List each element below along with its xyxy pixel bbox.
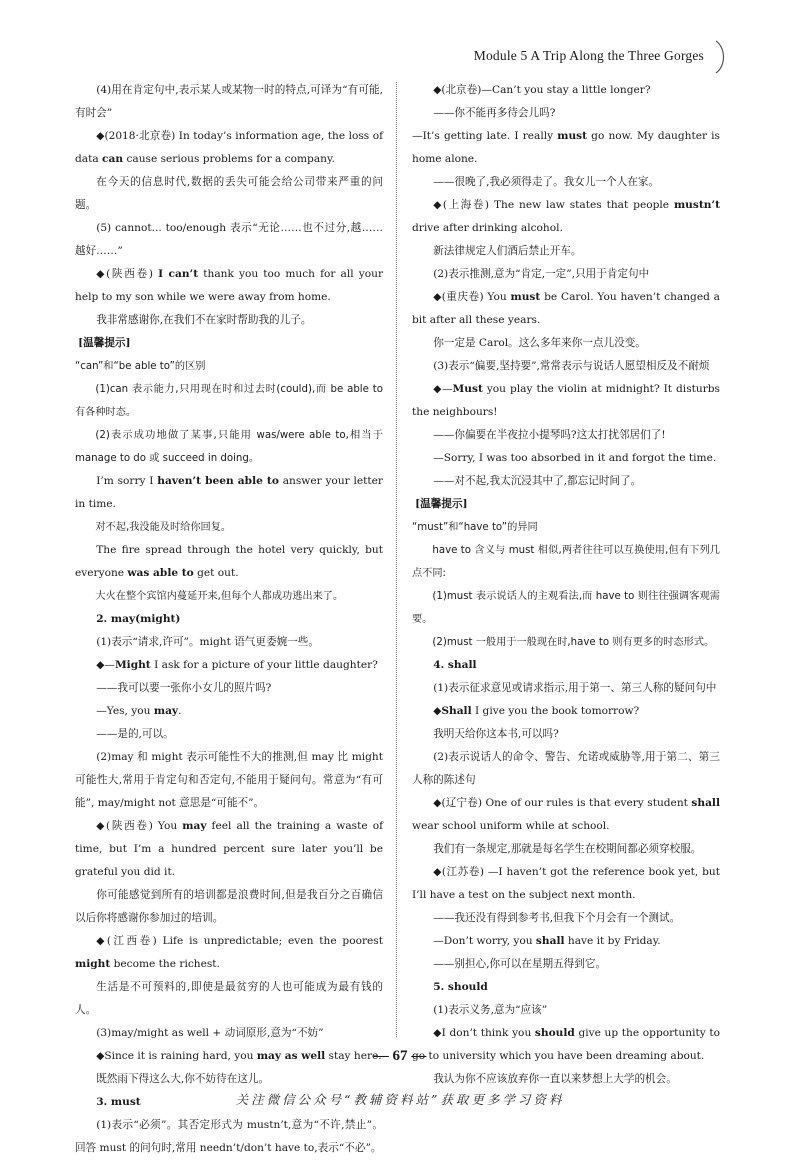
example-keyword: can	[102, 153, 124, 165]
translation: 我们有一条规定,那就是每名学生在校期间都必须穿校服。	[433, 843, 702, 855]
example-keyword: Shall	[441, 705, 472, 717]
example-text: be Carol. You haven’t changed a bit after all these years.	[412, 291, 721, 326]
tip-point-2: (2)must 一般用于一般现在时,have to 则有更多的时态形式。	[432, 637, 715, 648]
module-header: Module 5 A Trip Along the Three Gorges	[473, 48, 704, 63]
note-shall-1: (1)表示征求意见或请求指示,用于第一、第三人称的疑问句中	[433, 682, 717, 694]
translation: ——你不能再多待会儿吗?	[433, 107, 556, 119]
tip-point-1: (1)can 表示能力,只用现在时和过去时(could),而 be able to 有各种时态。	[75, 384, 383, 418]
example-chongqing	[412, 286, 720, 332]
example-text: ◆Since it is raining hard, you	[96, 1050, 257, 1062]
note-shall-2: (2)表示说话人的命令、警告、允诺或威胁等,用于第二、第三人称的陈述句	[412, 751, 720, 786]
translation: ——我可以要一张你小女儿的照片吗?	[96, 682, 272, 694]
translation: 大火在整个宾馆内蔓延开来,但每个人都成功逃出来了。	[95, 591, 344, 602]
example-text: The fire spread through the hotel very quickly, but everyone	[75, 544, 383, 579]
example-keyword: may	[153, 705, 179, 717]
example-text: ◆(辽宁卷) One of our rules is that every student	[433, 797, 692, 809]
translation: ——很晚了,我必须得走了。我女儿一个人在家。	[433, 176, 660, 188]
example-sentence	[412, 930, 720, 953]
example-text: —Yes, you	[96, 705, 154, 717]
column-divider	[396, 82, 397, 1037]
example-sentence	[75, 539, 383, 585]
example-text: wear school uniform while at school.	[412, 820, 610, 832]
example-text: .	[178, 705, 182, 717]
example-keyword: may	[182, 820, 207, 832]
tip-point-2: (2)表示成功地做了某事,只能用 was/were able to,相当于 manage to do 或 succeed in doing。	[75, 430, 383, 464]
tip-title: “must”和“have to”的异同	[412, 522, 538, 533]
example-text: have it by Friday.	[564, 935, 661, 947]
translation: 你一定是 Carol。这么多年来你一点儿没变。	[433, 337, 646, 349]
example-sentence	[412, 378, 720, 424]
example-text: ◆—	[433, 383, 453, 395]
example-keyword: haven’t been able to	[157, 475, 279, 487]
note-must-3: (3)表示“偏要,坚持要”,常常表示与说话人愿望相反及不耐烦	[433, 360, 710, 372]
translation: 我非常感谢你,在我们不在家时帮助我的儿子。	[96, 314, 312, 326]
translation: ——我还没有得到参考书,但我下个月会有一个测试。	[433, 912, 681, 924]
translation: 我认为你不应该放弃你一直以来梦想上大学的机会。	[433, 1073, 677, 1085]
example-keyword: was able to	[127, 567, 194, 579]
example-sentence	[75, 470, 383, 516]
example-text: ◆(北京卷)—Can’t you stay a little longer?	[433, 84, 651, 96]
note-cannot-too: (5) cannot... too/enough 表示“无论……也不过分,越……越好……”	[75, 222, 383, 257]
example-keyword: should	[534, 1027, 575, 1039]
section-heading-must: 3. must	[96, 1096, 141, 1108]
tip-point-1: (1)must 表示说话人的主观看法,而 have to 则往往强调客观需要。	[412, 591, 720, 625]
tip-heading: [温馨提示]	[78, 337, 131, 349]
example-text: answer your letter in time.	[75, 475, 383, 510]
example-text: I ask for a picture of your little daughter?	[150, 659, 378, 671]
example-text: drive after drinking alcohol.	[412, 222, 563, 234]
example-keyword: Might	[114, 659, 151, 671]
example-keyword: must	[557, 130, 588, 142]
example-text: ◆(江西卷) Life is unpredictable; even the poorest	[96, 935, 383, 947]
example-text: stay here.	[325, 1050, 382, 1062]
example-keyword: shall	[535, 935, 565, 947]
translation: 在今天的信息时代,数据的丢失可能会给公司带来严重的问题。	[75, 176, 383, 211]
example-sentence: —Sorry, I was too absorbed in it and forgot the time.	[433, 452, 717, 464]
example-keyword: I can’t	[158, 268, 199, 280]
example-jiangxi	[75, 930, 383, 976]
example-text: ◆I don’t think you	[433, 1027, 535, 1039]
example-text: —Don’t worry, you	[433, 935, 536, 947]
left-column	[75, 79, 383, 1160]
example-text: ◆	[433, 705, 442, 717]
example-shaanxi	[75, 263, 383, 309]
example-text: you play the violin at midnight? It disturbs the neighbours!	[412, 383, 720, 418]
example-text: ◆(2018·北京卷) In today’s information age, the loss of data	[75, 130, 383, 165]
example-shanghai	[412, 194, 720, 240]
translation: ——你偏要在半夜拉小提琴吗?这太打扰邻居们了!	[433, 429, 666, 441]
tip-body: have to 含义与 must 相似,两者往往可以互换使用,但有下列几点不同:	[412, 545, 720, 579]
example-text: feel all the training a waste of time, but I’m a hundred percent sure later you’ll be grateful you did it.	[75, 820, 383, 878]
note-may-1: (1)表示“请求,许可”。might 语气更委婉一些。	[96, 636, 319, 648]
note-may-3: (3)may/might as well + 动词原形,意为“不妨”	[96, 1027, 324, 1039]
section-heading-shall: 4. shall	[433, 659, 477, 671]
example-text: get out.	[193, 567, 239, 579]
note-may-usage-4: (4)用在肯定句中,表示某人或某物一时的特点,可译为“有可能,有时会”	[75, 84, 383, 119]
example-keyword: Must	[452, 383, 483, 395]
example-text: give up the opportunity to go to university which you have been dreaming about.	[412, 1027, 720, 1062]
example-keyword: may as well	[256, 1050, 326, 1062]
example-sentence	[75, 700, 383, 723]
right-column	[412, 79, 720, 1091]
translation: 既然雨下得这么大,你不妨待在这儿。	[96, 1073, 270, 1085]
example-text: ◆—	[96, 659, 115, 671]
example-text: thank you too much for all your help to my son while we were away from home.	[75, 268, 384, 303]
translation: 你可能感觉到所有的培训都是浪费时间,但是我百分之百确信以后你将感谢你参加过的培训。	[75, 889, 383, 924]
translation: ——是的,可以。	[96, 728, 174, 740]
translation: ——对不起,我太沉浸其中了,都忘记时间了。	[433, 475, 642, 487]
example-text: ◆(陕西卷)	[96, 268, 159, 280]
example-sentence	[75, 654, 383, 677]
section-heading-should: 5. should	[433, 981, 488, 993]
example-sentence	[412, 125, 720, 171]
example-keyword: must	[510, 291, 541, 303]
translation: 我明天给你这本书,可以吗?	[433, 728, 559, 740]
example-sentence	[412, 700, 720, 723]
example-text: I give you the book tomorrow?	[471, 705, 640, 717]
example-keyword: mustn’t	[673, 199, 720, 211]
footer-watermark: 关注微信公众号“教辅资料站”获取更多学习资料	[235, 1092, 565, 1107]
example-beijing-2018	[75, 125, 383, 171]
example-shaanxi-may	[75, 815, 383, 884]
tip-heading: [温馨提示]	[415, 498, 468, 510]
example-text: I’m sorry I	[96, 475, 158, 487]
translation: 对不起,我没能及时给你回复。	[95, 522, 232, 533]
example-keyword: might	[75, 958, 111, 970]
example-text: become the richest.	[110, 958, 220, 970]
translation: ——别担心,你可以在星期五得到它。	[433, 958, 607, 970]
section-heading-may: 2. may(might)	[96, 613, 181, 625]
tip-title: “can”和“be able to”的区别	[75, 361, 206, 372]
example-text: cause serious problems for a company.	[123, 153, 335, 165]
note-should-1: (1)表示义务,意为“应该”	[433, 1004, 548, 1016]
example-text: —It’s getting late. I really	[412, 130, 558, 142]
note-must-2: (2)表示推测,意为“肯定,一定”,只用于肯定句中	[433, 268, 650, 280]
note-must-1: (1)表示“必须”。其否定形式为 mustn’t,意为“不许,禁止”。回答 must 的问句时,常用 needn’t/don’t have to,表示“不必”。	[75, 1119, 383, 1154]
page-number: — 67 —	[373, 1048, 427, 1064]
note-may-2: (2)may 和 might 表示可能性不大的推测,但 may 比 might 可能性大,常用于肯定句和否定句,不能用于疑问句。常意为“有可能”, may/might not 意思是“可能不”。	[75, 751, 383, 809]
example-text: ◆(陕西卷) You	[96, 820, 183, 832]
example-keyword: shall	[691, 797, 720, 809]
translation: 生活是不可预料的,即使是最贫穷的人也可能成为最有钱的人。	[75, 981, 383, 1016]
decorative-curve-icon	[710, 40, 730, 74]
translation: 新法律规定人们酒后禁止开车。	[433, 245, 582, 257]
example-jiangsu: ◆(江苏卷) —I haven’t got the reference book yet, but I’ll have a test on the subject next month.	[412, 866, 720, 901]
example-text: ◆(上海卷) The new law states that people	[433, 199, 674, 211]
example-text: go now. My daughter is home alone.	[412, 130, 720, 165]
example-beijing	[412, 79, 720, 102]
example-text: ◆(重庆卷) You	[433, 291, 511, 303]
example-liaoning	[412, 792, 720, 838]
